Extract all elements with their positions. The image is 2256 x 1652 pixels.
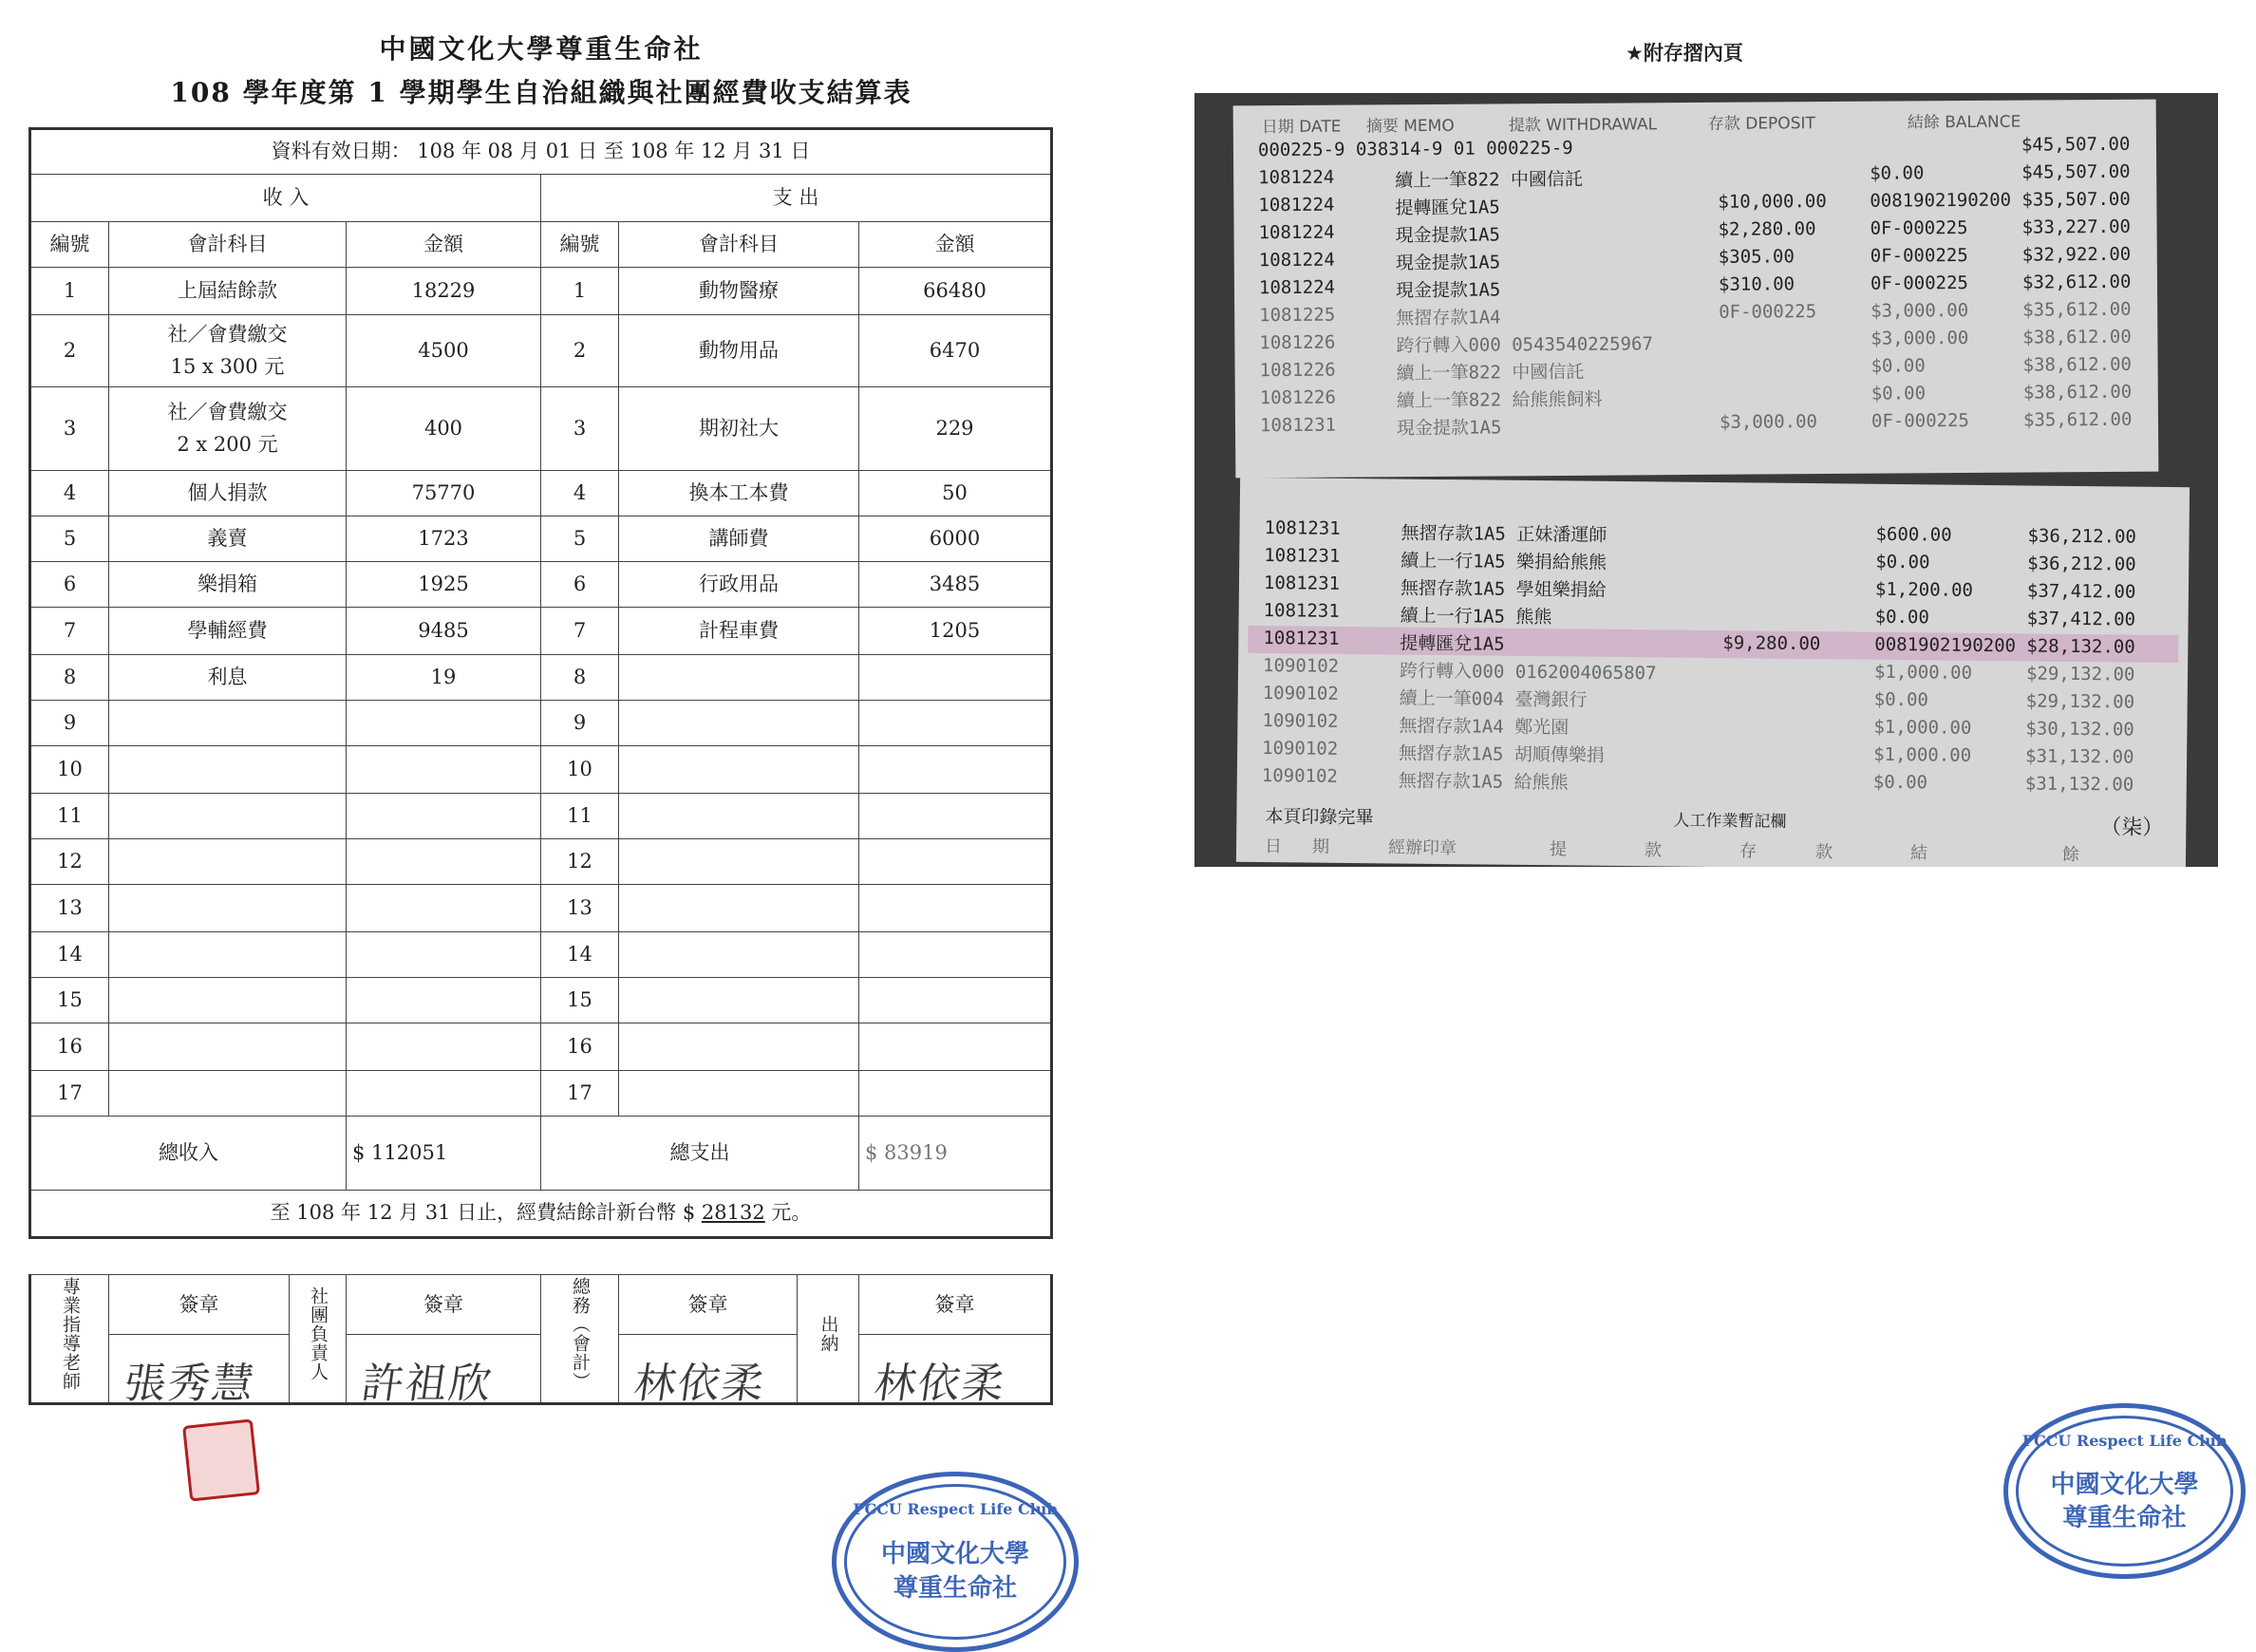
passbook-cell: 1090102 xyxy=(1262,710,1339,732)
passbook-cell: 續上一筆822 給熊熊飼料 xyxy=(1396,388,1603,412)
income-item: 利息 xyxy=(109,655,347,701)
expense-amount: 6000 xyxy=(859,516,1052,562)
expense-item xyxy=(619,794,859,839)
passbook-cell: 提轉匯兌1A5 xyxy=(1395,197,1500,219)
passbook-cell: $1,000.00 xyxy=(1873,661,1973,684)
expense-no: 17 xyxy=(541,1071,619,1117)
col-no-income: 編號 xyxy=(30,222,109,268)
income-item xyxy=(109,978,347,1023)
passbook-cell: $600.00 xyxy=(1875,523,1952,546)
settlement-table xyxy=(28,127,1053,1239)
passbook-cell: 1090102 xyxy=(1262,738,1339,760)
club-stamp-right: PCCU Respect Life Club 中國文化大學 尊重生命社 xyxy=(2003,1403,2246,1579)
passbook-cell: 續上一筆822 中國信託 xyxy=(1395,168,1584,192)
passbook-bottom-col: 期 xyxy=(1311,836,1330,857)
expense-no: 11 xyxy=(541,794,619,839)
passbook-bottom-col: 餘 xyxy=(2061,844,2080,866)
income-item: 學輔經費 xyxy=(109,608,347,655)
income-item: 個人捐款 xyxy=(109,471,347,516)
col-no-expense: 編號 xyxy=(541,222,619,268)
passbook-cell: $36,212.00 xyxy=(2027,553,2136,575)
signature-table xyxy=(28,1274,1053,1408)
expense-amount xyxy=(859,839,1052,885)
expense-item: 動物醫療 xyxy=(619,268,859,315)
passbook-cell: 無摺存款1A4 鄭光園 xyxy=(1399,715,1570,739)
passbook-cell: $0.00 xyxy=(1874,606,1929,629)
passbook-cell: $38,612.00 xyxy=(2022,353,2133,376)
income-amount xyxy=(347,701,541,746)
club-stamp-left: PCCU Respect Life Club 中國文化大學 尊重生命社 xyxy=(832,1472,1079,1652)
expense-amount xyxy=(859,655,1052,701)
balance-statement xyxy=(30,1191,1052,1238)
col-amount-expense: 金額 xyxy=(859,222,1052,268)
expense-no: 1 xyxy=(541,268,619,315)
passbook-note: ★附存摺內頁 xyxy=(1626,42,1743,65)
passbook-cell: 1081224 xyxy=(1258,221,1335,244)
passbook-cell: 0F-000225 xyxy=(1870,216,1968,239)
income-amount xyxy=(347,885,541,932)
expense-item: 動物用品 xyxy=(619,315,859,387)
signature-leader: 許祖欣 xyxy=(358,1360,497,1408)
passbook-cell: $45,507.00 xyxy=(2021,133,2131,156)
income-amount: 4500 xyxy=(347,315,541,387)
passbook-cell: 現金提款1A5 xyxy=(1395,252,1501,274)
passbook-cell: 無摺存款1A5 正妹潘運師 xyxy=(1401,522,1607,546)
passbook-cell: $3,000.00 xyxy=(1871,299,1969,322)
passbook-cell: 1090102 xyxy=(1261,765,1339,787)
expense-no: 3 xyxy=(541,387,619,471)
passbook-cell: 續上一行1A5 樂捐給熊熊 xyxy=(1401,550,1607,573)
expense-amount xyxy=(859,1023,1052,1071)
expense-amount xyxy=(859,932,1052,978)
income-no: 16 xyxy=(30,1023,109,1071)
table-row xyxy=(30,387,1052,471)
income-amount xyxy=(347,932,541,978)
table-row xyxy=(30,1023,1052,1071)
expense-item xyxy=(619,1023,859,1071)
passbook-cell: 無摺存款1A5 學姐樂捐給 xyxy=(1400,577,1607,601)
table-row xyxy=(30,562,1052,608)
table-row xyxy=(30,885,1052,932)
passbook-bottom-col: 款 xyxy=(1814,842,1833,863)
role-treasurer: 總務（會計） xyxy=(541,1275,619,1404)
total-income-value: $ 112051 xyxy=(347,1117,541,1191)
total-expense-label: 總支出 xyxy=(541,1117,859,1191)
passbook-footer: 本頁印錄完畢 人工作業暫記欄 （柒） xyxy=(1265,806,2164,840)
expense-no: 12 xyxy=(541,839,619,885)
expense-no: 16 xyxy=(541,1023,619,1071)
passbook-cell: 0F-000225 xyxy=(1870,272,1968,294)
col-item-expense: 會計科目 xyxy=(619,222,859,268)
expense-no: 5 xyxy=(541,516,619,562)
passbook-cell: $37,412.00 xyxy=(2026,608,2136,630)
passbook-header: 結餘 BALANCE xyxy=(1907,112,2021,133)
income-no: 5 xyxy=(30,516,109,562)
passbook-cell: $0.00 xyxy=(1872,771,1928,794)
expense-amount: 229 xyxy=(859,387,1052,471)
expense-no: 9 xyxy=(541,701,619,746)
passbook-cell: 1081226 xyxy=(1259,386,1336,409)
income-item xyxy=(109,1023,347,1071)
passbook-cell: 跨行轉入000 0162004065807 xyxy=(1399,660,1657,685)
passbook-photo xyxy=(1194,93,2218,867)
passbook-cell: $310.00 xyxy=(1718,273,1795,295)
signature-advisor: 張秀慧 xyxy=(121,1360,259,1408)
passbook-bottom-col: 經辦印章 xyxy=(1387,837,1457,859)
expense-amount: 50 xyxy=(859,471,1052,516)
passbook-cell: 0F-000225 xyxy=(1870,244,1968,267)
passbook-cell: $33,227.00 xyxy=(2021,216,2132,238)
passbook-cell: $29,132.00 xyxy=(2025,663,2135,685)
income-amount: 18229 xyxy=(347,268,541,315)
passbook-cell: 續上一筆004 臺灣銀行 xyxy=(1399,687,1588,711)
income-no: 2 xyxy=(30,315,109,387)
expense-item: 講師費 xyxy=(619,516,859,562)
passbook-cell: 續上一行1A5 熊熊 xyxy=(1400,605,1552,629)
expense-item: 換本工本費 xyxy=(619,471,859,516)
income-no: 13 xyxy=(30,885,109,932)
expense-item xyxy=(619,655,859,701)
expense-item xyxy=(619,839,859,885)
passbook-cell: 1081231 xyxy=(1263,573,1341,594)
income-item xyxy=(109,1071,347,1117)
passbook-cell: $36,212.00 xyxy=(2027,525,2137,548)
passbook-cell: $31,132.00 xyxy=(2024,773,2134,796)
expense-no: 6 xyxy=(541,562,619,608)
passbook-cell: 無摺存款1A4 xyxy=(1396,307,1501,329)
expense-amount xyxy=(859,1071,1052,1117)
expense-no: 7 xyxy=(541,608,619,655)
income-no: 17 xyxy=(30,1071,109,1117)
table-row xyxy=(30,471,1052,516)
income-amount xyxy=(347,1071,541,1117)
table-row xyxy=(30,1071,1052,1117)
income-amount: 75770 xyxy=(347,471,541,516)
passbook-cell: $9,280.00 xyxy=(1722,632,1821,655)
signature-cashier: 林依柔 xyxy=(871,1360,1009,1408)
income-amount xyxy=(347,794,541,839)
passbook-bottom-col: 日 xyxy=(1264,836,1283,857)
expense-no: 14 xyxy=(541,932,619,978)
passbook-cell: $35,612.00 xyxy=(2022,408,2133,431)
expense-amount xyxy=(859,885,1052,932)
table-row xyxy=(30,839,1052,885)
passbook-cell: 1081231 xyxy=(1264,517,1341,539)
passbook-cell: 1081224 xyxy=(1258,194,1335,216)
passbook-header: 存款 DEPOSIT xyxy=(1707,114,1815,134)
passbook-cell: 0F-000225 xyxy=(1719,301,1817,323)
passbook-cell: $32,922.00 xyxy=(2021,243,2132,266)
income-header: 收 入 xyxy=(30,175,541,222)
sheet-title-1: 中國文化大學尊重生命社 xyxy=(379,33,704,65)
balance-suffix: 元。 xyxy=(764,1201,812,1225)
expense-amount: 66480 xyxy=(859,268,1052,315)
passbook-cell: $0.00 xyxy=(1870,162,1925,184)
expense-item xyxy=(619,978,859,1023)
income-item xyxy=(109,839,347,885)
passbook-bottom-col: 款 xyxy=(1644,840,1663,861)
passbook-cell: $10,000.00 xyxy=(1718,191,1827,213)
passbook-cell: $0.00 xyxy=(1875,551,1930,573)
passbook-cell: 1081231 xyxy=(1263,628,1340,649)
passbook-cell: 現金提款1A5 xyxy=(1395,279,1501,302)
income-no: 14 xyxy=(30,932,109,978)
passbook-cell: 0081902190200 xyxy=(1870,189,2012,212)
expense-item: 期初社大 xyxy=(619,387,859,471)
table-row xyxy=(30,516,1052,562)
passbook-cell: $45,507.00 xyxy=(2021,160,2131,183)
expense-no: 13 xyxy=(541,885,619,932)
passbook-cell: $38,612.00 xyxy=(2022,326,2132,348)
table-row xyxy=(30,315,1052,387)
passbook-cell: 現金提款1A5 xyxy=(1395,224,1501,247)
passbook-cell: 1090102 xyxy=(1262,683,1339,704)
table-row xyxy=(30,932,1052,978)
sign-box-leader: 簽章 許祖欣 xyxy=(347,1275,541,1404)
table-row xyxy=(30,746,1052,794)
role-advisor: 專業指導老師 xyxy=(30,1275,109,1404)
income-amount xyxy=(347,1023,541,1071)
role-leader: 社團負責人 xyxy=(290,1275,347,1404)
income-amount: 1925 xyxy=(347,562,541,608)
table-row xyxy=(30,655,1052,701)
passbook-cell: $35,507.00 xyxy=(2021,188,2131,211)
passbook-cell: 1081226 xyxy=(1259,359,1336,382)
income-item: 樂捐箱 xyxy=(109,562,347,608)
income-item xyxy=(109,932,347,978)
passbook-cell: $28,132.00 xyxy=(2026,635,2135,658)
passbook-cell: 1081224 xyxy=(1258,249,1335,272)
income-no: 8 xyxy=(30,655,109,701)
expense-amount: 6470 xyxy=(859,315,1052,387)
passbook-header: 摘要 MEMO xyxy=(1365,116,1455,137)
passbook-cell: 1081224 xyxy=(1258,276,1336,299)
passbook-cell: 1090102 xyxy=(1262,655,1340,677)
expense-no: 15 xyxy=(541,978,619,1023)
expense-amount: 3485 xyxy=(859,562,1052,608)
passbook-cell: 1081225 xyxy=(1259,304,1336,327)
passbook-cell: 000225-9 038314-9 01 000225-9 xyxy=(1257,137,1573,161)
sign-box-cashier: 簽章 林依柔 xyxy=(859,1275,1052,1404)
sign-box-treasurer: 簽章 林依柔 xyxy=(619,1275,798,1404)
passbook-cell: 跨行轉入000 0543540225967 xyxy=(1396,333,1653,357)
total-income-label: 總收入 xyxy=(30,1117,347,1191)
passbook-cell: $1,000.00 xyxy=(1873,716,1972,739)
income-amount: 1723 xyxy=(347,516,541,562)
expense-item xyxy=(619,701,859,746)
income-no: 4 xyxy=(30,471,109,516)
income-item xyxy=(109,794,347,839)
passbook-header: 日期 DATE xyxy=(1261,117,1342,138)
sheet-title-2: 108 學年度第 1 學期學生自治組織與社團經費收支結算表 xyxy=(170,77,912,108)
income-no: 9 xyxy=(30,701,109,746)
passbook-cell: $0.00 xyxy=(1873,688,1929,711)
passbook-row xyxy=(1245,407,2149,441)
passbook-cell: 現金提款1A5 xyxy=(1396,417,1502,440)
passbook-cell: $32,612.00 xyxy=(2021,271,2132,293)
col-item-income: 會計科目 xyxy=(109,222,347,268)
income-amount xyxy=(347,746,541,794)
passbook-cell: 0F-000225 xyxy=(1871,409,1970,432)
expense-amount: 1205 xyxy=(859,608,1052,655)
passbook-cell: 續上一筆822 中國信託 xyxy=(1396,361,1585,385)
income-item xyxy=(109,701,347,746)
passbook-cell: $305.00 xyxy=(1718,246,1795,268)
passbook-bottom-col: 提 xyxy=(1549,839,1568,860)
expense-amount xyxy=(859,794,1052,839)
passbook-cell: 1081224 xyxy=(1258,166,1335,189)
income-item: 社／會費繳交 15 x 300 元 xyxy=(109,315,347,387)
income-amount: 9485 xyxy=(347,608,541,655)
passbook-cell: 無摺存款1A5 給熊熊 xyxy=(1398,770,1569,794)
passbook-cell: $29,132.00 xyxy=(2025,690,2135,713)
role-cashier: 出納 xyxy=(798,1275,859,1404)
passbook-cell: 1081231 xyxy=(1264,545,1341,567)
income-no: 10 xyxy=(30,746,109,794)
expense-no: 10 xyxy=(541,746,619,794)
expense-amount xyxy=(859,701,1052,746)
income-amount: 400 xyxy=(347,387,541,471)
expense-item xyxy=(619,1071,859,1117)
total-expense-value: $ 83919 xyxy=(859,1117,1052,1191)
passbook-cell: 1081231 xyxy=(1263,600,1340,622)
expense-item xyxy=(619,746,859,794)
passbook-bottom-col: 結 xyxy=(1909,843,1928,864)
passbook-cell: $37,412.00 xyxy=(2026,580,2136,603)
passbook-cell: 1081226 xyxy=(1259,331,1336,354)
passbook-cell: 0081902190200 xyxy=(1874,633,2017,657)
income-no: 3 xyxy=(30,387,109,471)
passbook-cell: 無摺存款1A5 胡順傳樂捐 xyxy=(1398,742,1605,766)
passbook-bottom-col: 存 xyxy=(1739,841,1758,862)
income-no: 11 xyxy=(30,794,109,839)
passbook-cell: $31,132.00 xyxy=(2025,745,2134,768)
balance-prefix: 至 108 年 12 月 31 日止，經費結餘計新台幣 $ xyxy=(270,1201,702,1225)
passbook-cell: 1081231 xyxy=(1259,414,1337,437)
income-no: 7 xyxy=(30,608,109,655)
income-item xyxy=(109,885,347,932)
passbook-cell: $35,612.00 xyxy=(2022,298,2132,321)
expense-amount xyxy=(859,978,1052,1023)
sign-box-advisor: 簽章 張秀慧 xyxy=(109,1275,290,1404)
income-no: 1 xyxy=(30,268,109,315)
passbook-page-lower xyxy=(1236,478,2190,867)
col-amount-income: 金額 xyxy=(347,222,541,268)
income-no: 12 xyxy=(30,839,109,885)
passbook-cell: $30,132.00 xyxy=(2025,718,2134,741)
income-amount xyxy=(347,978,541,1023)
passbook-cell: $3,000.00 xyxy=(1719,411,1818,433)
passbook-cell: $1,000.00 xyxy=(1873,743,1972,766)
passbook-cell: $0.00 xyxy=(1871,355,1926,377)
income-item: 義賣 xyxy=(109,516,347,562)
income-no: 6 xyxy=(30,562,109,608)
passbook-cell: $3,000.00 xyxy=(1871,327,1969,349)
income-amount: 19 xyxy=(347,655,541,701)
passbook-page-upper xyxy=(1233,100,2159,479)
expense-no: 4 xyxy=(541,471,619,516)
table-row xyxy=(30,701,1052,746)
income-amount xyxy=(347,839,541,885)
expense-amount xyxy=(859,746,1052,794)
table-row xyxy=(30,608,1052,655)
table-row xyxy=(30,794,1052,839)
income-no: 15 xyxy=(30,978,109,1023)
passbook-cell: $1,200.00 xyxy=(1874,578,1974,601)
advisor-seal xyxy=(182,1418,260,1501)
income-item: 社／會費繳交 2 x 200 元 xyxy=(109,387,347,471)
expense-no: 2 xyxy=(541,315,619,387)
balance-value: 28132 xyxy=(701,1201,765,1225)
income-item xyxy=(109,746,347,794)
expense-no: 8 xyxy=(541,655,619,701)
passbook-cell: $0.00 xyxy=(1871,383,1927,404)
passbook-cell: 提轉匯兌1A5 xyxy=(1400,632,1505,655)
passbook-cell: $2,280.00 xyxy=(1718,218,1816,240)
expense-header: 支 出 xyxy=(541,175,1052,222)
expense-item: 計程車費 xyxy=(619,608,859,655)
passbook-header: 提款 WITHDRAWAL xyxy=(1508,115,1658,136)
validity-period: 資料有效日期： 108 年 08 月 01 日 至 108 年 12 月 31 日 xyxy=(30,129,1052,175)
expense-item xyxy=(619,885,859,932)
signature-treasurer: 林依柔 xyxy=(630,1360,769,1408)
passbook-page-mark: （柒） xyxy=(2100,816,2164,840)
expense-item: 行政用品 xyxy=(619,562,859,608)
passbook-cell: $38,612.00 xyxy=(2022,381,2133,404)
expense-item xyxy=(619,932,859,978)
table-row xyxy=(30,268,1052,315)
table-row xyxy=(30,978,1052,1023)
income-item: 上屆結餘款 xyxy=(109,268,347,315)
